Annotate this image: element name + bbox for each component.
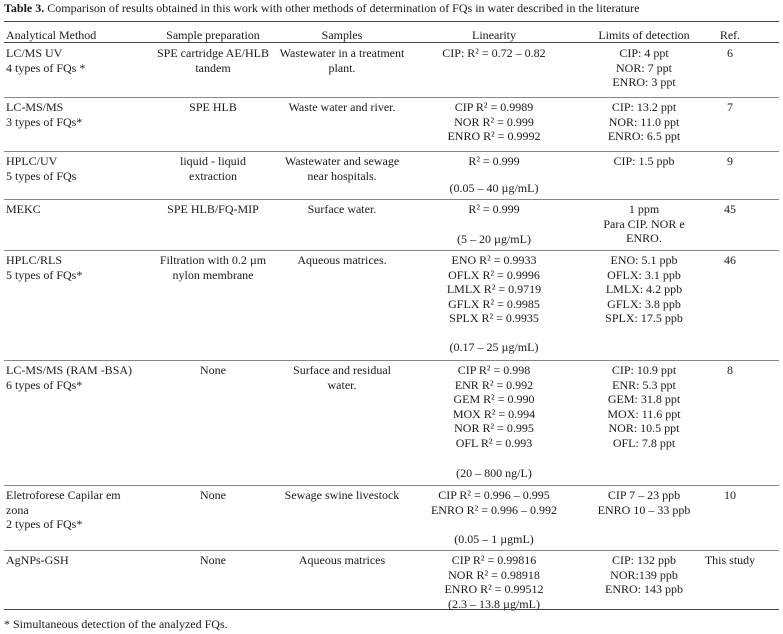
sample-prep-cell-line: SPE HLB (189, 100, 237, 114)
samples-cell-line: Wastewater in a treatment (279, 46, 405, 60)
ref-cell: This study (704, 553, 756, 567)
lod-cell-line: CIP: 1.5 ppb (613, 154, 675, 168)
lod-cell (570, 363, 718, 450)
linearity-cell-line: CIP R² = 0.99816 (451, 553, 537, 567)
row-divider (4, 97, 779, 98)
lod-cell-line: CIP: 13.2 ppt (611, 100, 677, 114)
samples-cell (272, 253, 412, 268)
ref-cell: 45 (724, 202, 736, 216)
method-cell (6, 46, 154, 75)
samples-cell-line: Aqueous matrices (298, 553, 386, 567)
header-rule (4, 42, 779, 43)
lod-cell-line: MOX: 11.6 ppt (607, 406, 681, 421)
lod-cell-line: GFLX: 3.8 ppb (607, 296, 681, 311)
sample-prep-cell-line: None (200, 363, 226, 377)
method-cell (6, 488, 154, 532)
sample-prep-cell-line: tandem (195, 60, 231, 75)
linearity-cell-line: ENRO R² = 0.9992 (447, 129, 541, 143)
linearity-cell-line: CIP R² = 0.996 – 0.995 (438, 488, 550, 502)
linearity-range: (0.05 – 1 µgmL) (454, 532, 534, 546)
linearity-cell-line: ENO R² = 0.9933 (451, 253, 537, 267)
row-divider (4, 250, 779, 251)
table-caption (4, 1, 780, 15)
header-limits-of-detection: Limits of detection (598, 28, 690, 42)
method-cell (6, 100, 154, 129)
lod-cell-line: NOR: 7 ppt (615, 60, 672, 75)
lod-cell-line: ENRO: 143 ppb (605, 582, 683, 596)
table-caption-label: Table 3. (4, 1, 45, 15)
row-divider (4, 199, 779, 200)
header-ref: Ref. (719, 28, 741, 42)
linearity-cell (410, 100, 578, 144)
linearity-cell-line: GFLX R² = 0.9985 (448, 296, 540, 311)
method-cell-line: 3 types of FQs* (6, 114, 83, 129)
linearity-cell-line: (2.3 – 13.8 µg/mL) (448, 596, 540, 611)
linearity-cell-line: ENRO R² = 0.996 – 0.992 (430, 502, 558, 517)
linearity-cell-line: ENR R² = 0.992 (454, 377, 534, 392)
ref-cell: 6 (727, 46, 733, 60)
method-cell-line: LC/MS UV (6, 46, 63, 60)
lod-cell-line: NOR: 10.5 ppt (608, 421, 680, 435)
sample-prep-cell (150, 46, 276, 75)
linearity-cell (410, 46, 578, 61)
ref-cell: 10 (724, 488, 736, 502)
lod-cell-line: ENRO. (626, 231, 662, 245)
sample-prep-cell-line: nylon membrane (172, 267, 254, 282)
ref-cell: 8 (727, 363, 733, 377)
linearity-range: (0.05 – 40 µg/mL) (449, 181, 539, 195)
row-divider (4, 550, 779, 551)
lod-cell (570, 553, 718, 597)
lod-cell (570, 154, 718, 169)
samples-cell (272, 46, 412, 75)
sample-prep-cell (150, 202, 276, 217)
linearity-cell-line: R² = 0.999 (468, 202, 520, 216)
method-cell-line: 4 types of FQs * (6, 60, 86, 75)
method-cell (6, 154, 154, 183)
samples-cell (272, 488, 412, 503)
samples-cell-line: Aqueous matrices. (297, 253, 387, 267)
method-cell-line: LC-MS/MS (6, 100, 64, 114)
linearity-cell-line: OFLX R² = 0.9996 (448, 267, 540, 282)
method-cell-line: Eletroforese Capilar em (6, 488, 121, 502)
method-cell-line: HPLC/RLS (6, 253, 63, 267)
sample-prep-cell-line: SPE cartridge AE/HLB (157, 46, 269, 60)
samples-cell (272, 553, 412, 568)
lod-cell (570, 100, 718, 144)
sample-prep-cell-line: liquid - liquid (180, 154, 246, 168)
sample-prep-cell (150, 100, 276, 115)
table-footnote: * Simultaneous detection of the analyzed FQs. (4, 617, 228, 631)
samples-cell (272, 363, 412, 392)
lod-cell-line: NOR: 11.0 ppt (608, 114, 680, 129)
samples-cell-line: plant. (328, 60, 356, 75)
linearity-cell (410, 154, 578, 169)
row-divider (4, 151, 779, 152)
method-cell (6, 202, 154, 217)
samples-cell (272, 202, 412, 217)
lod-cell (570, 202, 718, 246)
samples-cell-line: Surface water. (307, 202, 377, 216)
method-cell-line: LC-MS/MS (RAM -BSA) (6, 363, 133, 377)
method-cell-line: 2 types of FQs* (6, 517, 83, 531)
sample-prep-cell (150, 154, 276, 183)
linearity-cell-line: NOR R² = 0.999 (454, 114, 534, 129)
lod-cell-line: LMLX: 4.2 ppb (605, 282, 683, 296)
method-cell-line: 5 types of FQs* (6, 267, 83, 282)
method-cell (6, 253, 154, 282)
ref-cell: 7 (727, 100, 733, 114)
samples-cell-line: Wastewater and sewage (284, 154, 400, 168)
lod-cell-line: OFLX: 3.1 ppb (607, 267, 681, 282)
lod-cell-line: Para CIP. NOR e (603, 216, 685, 231)
sample-prep-cell-line: extraction (189, 168, 237, 183)
sample-prep-cell-line: None (200, 553, 226, 567)
sample-prep-cell (150, 553, 276, 568)
samples-cell-line: Surface and residual (293, 363, 391, 377)
linearity-cell (410, 363, 578, 450)
sample-prep-cell-line: None (200, 488, 226, 502)
ref-cell: 46 (724, 253, 736, 267)
method-cell (6, 553, 154, 568)
samples-cell-line: water. (327, 377, 357, 392)
linearity-cell-line: R² = 0.999 (468, 154, 520, 168)
top-rule (4, 21, 779, 22)
method-cell-line: HPLC/UV (6, 154, 58, 168)
samples-cell (272, 154, 412, 183)
lod-cell-line: ENRO 10 – 33 ppb (597, 502, 691, 517)
linearity-cell-line: ENRO R² = 0.99512 (444, 582, 544, 596)
table-caption-text: Comparison of results obtained in this work with other methods of determination of FQs in water described in the literature (44, 1, 640, 15)
linearity-cell-line: NOR R² = 0.995 (454, 421, 534, 435)
lod-cell-line: 1 ppm (628, 202, 660, 216)
row-divider (4, 485, 779, 486)
lod-cell-line: ENR: 5.3 ppt (612, 377, 676, 392)
method-cell-line: 6 types of FQs* (6, 377, 83, 392)
method-cell-line: 5 types of FQs (6, 168, 77, 183)
lod-cell-line: NOR:139 ppb (610, 567, 678, 582)
linearity-cell-line: OFL R² = 0.993 (455, 435, 533, 450)
linearity-cell-line: CIP: R² = 0.72 – 0.82 (442, 46, 546, 60)
linearity-cell (410, 202, 578, 217)
lod-cell (570, 253, 718, 326)
linearity-cell-line: LMLX R² = 0.9719 (446, 282, 542, 296)
linearity-cell (410, 253, 578, 326)
lod-cell-line: CIP: 4 ppt (619, 46, 669, 60)
header-analytical-method: Analytical Method (6, 28, 97, 42)
method-cell-line: zona (6, 502, 29, 517)
samples-cell (272, 100, 412, 115)
samples-cell-line: near hospitals. (307, 168, 377, 183)
row-divider (4, 360, 779, 361)
linearity-cell (410, 553, 578, 611)
samples-cell-line: Sewage swine livestock (284, 488, 400, 502)
method-cell (6, 363, 154, 392)
bottom-rule (4, 609, 779, 610)
lod-cell-line: CIP: 132 ppb (611, 553, 676, 567)
lod-cell-line: ENRO: 6.5 ppt (607, 129, 681, 143)
linearity-cell (410, 488, 578, 517)
lod-cell-line: ENO: 5.1 ppb (610, 253, 678, 267)
sample-prep-cell-line: Filtration with 0.2 µm (159, 253, 267, 267)
linearity-range: (5 – 20 µg/mL) (457, 232, 531, 246)
sample-prep-cell (150, 253, 276, 282)
samples-cell-line: Waste water and river. (288, 100, 396, 114)
lod-cell (570, 46, 718, 90)
header-linearity: Linearity (472, 28, 516, 42)
lod-cell-line: CIP: 10.9 ppt (611, 363, 677, 377)
linearity-cell-line: GEM R² = 0.990 (453, 392, 535, 406)
header-samples: Samples (321, 28, 363, 42)
linearity-cell-line: SPLX R² = 0.9935 (449, 311, 539, 325)
linearity-cell-line: CIP R² = 0.998 (457, 363, 531, 377)
ref-cell: 9 (727, 154, 733, 168)
lod-cell-line: ENRO: 3 ppt (612, 75, 676, 89)
sample-prep-cell (150, 488, 276, 503)
linearity-cell-line: NOR R² = 0.98918 (448, 567, 540, 582)
linearity-cell-line: MOX R² = 0.994 (452, 406, 536, 421)
lod-cell-line: GEM: 31.8 ppt (607, 392, 681, 406)
sample-prep-cell-line: SPE HLB/FQ-MIP (167, 202, 259, 216)
header-sample-preparation: Sample preparation (166, 28, 260, 42)
lod-cell-line: CIP 7 – 23 ppb (607, 488, 681, 502)
linearity-cell-line: CIP R² = 0.9989 (454, 100, 534, 114)
method-cell-line: MEKC (6, 202, 41, 216)
lod-cell-line: SPLX: 17.5 ppb (605, 311, 683, 325)
lod-cell (570, 488, 718, 517)
sample-prep-cell (150, 363, 276, 378)
method-cell-line: AgNPs-GSH (6, 553, 69, 567)
linearity-range: (20 – 800 ng/L) (456, 466, 532, 480)
linearity-range: (0.17 – 25 µg/mL) (449, 340, 539, 354)
lod-cell-line: OFL: 7.8 ppt (612, 435, 676, 450)
